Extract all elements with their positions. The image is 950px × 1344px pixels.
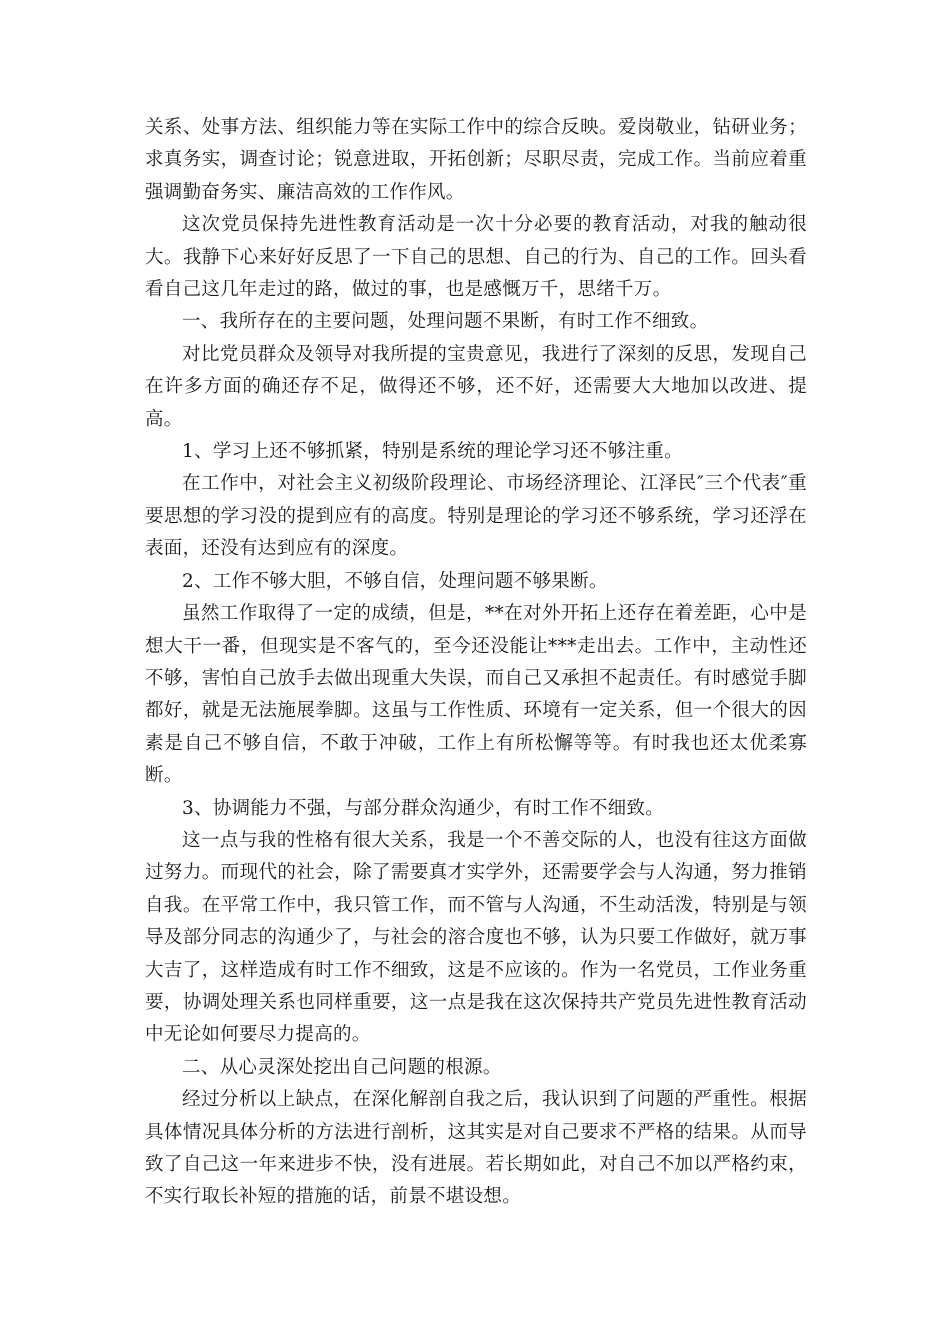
- document-body: [145, 112, 807, 1214]
- paragraph: 经过分析以上缺点，在深化解剖自我之后，我认识到了问题的严重性。根据具体情况具体分析的方法进行剖析，这其实是对自己要求不严格的结果。从而导致了自己这一年来进步不快，没有进展。若长期如此，对自己不加以严格约束，不实行取长补短的措施的话，前景不堪设想。: [145, 1089, 807, 1208]
- paragraph: 对比党员群众及领导对我所提的宝贵意见，我进行了深刻的反思，发现自己在许多方面的确还存不足，做得还不够，还不好，还需要大大地加以改进、提高。: [145, 343, 807, 430]
- paragraph: 这一点与我的性格有很大关系，我是一个不善交际的人，也没有往这方面做过努力。而现代的社会，除了需要真才实学外，还需要学会与人沟通，努力推销自我。在平常工作中，我只管工作，而不管与人沟通，不生动活泼，特别是与领导及部分同志的沟通少了，与社会的溶合度也不够，认为只要工作做好，就万事大吉了，这样造成有时工作不细致，这是不应该的。作为一名党员，工作业务重要，协调处理关系也同样重要，这一点是我在这次保持共产党员先进性教育活动中无论如何要尽力提高的。: [145, 829, 807, 1046]
- section-heading: 二、从心灵深处挖出自己问题的根源。: [182, 1056, 502, 1078]
- paragraph: 关系、处事方法、组织能力等在实际工作中的综合反映。爱岗敬业，钻研业务；求真务实，调查讨论；锐意进取，开拓创新；尽职尽责，完成工作。当前应着重强调勤奋务实、廉洁高效的工作作风。: [145, 117, 807, 203]
- section-heading: 一、我所存在的主要问题，处理问题不果断，有时工作不细致。: [182, 311, 709, 333]
- subsection-heading: 1、学习上还不够抓紧，特别是系统的理论学习还不够注重。: [182, 441, 683, 463]
- paragraph: 这次党员保持先进性教育活动是一次十分必要的教育活动，对我的触动很大。我静下心来好好反思了一下自己的思想、自己的行为、自己的工作。回头看看自己这几年走过的路，做过的事，也是感慨万千，思绪千万。: [145, 214, 807, 301]
- subsection-heading: 2、工作不够大胆，不够自信，处理问题不够果断。: [182, 570, 608, 592]
- paragraph: 在工作中，对社会主义初级阶段理论、市场经济理论、江泽民″三个代表″重要思想的学习没的提到应有的高度。特别是理论的学习还不够系统，学习还浮在表面，还没有达到应有的深度。: [145, 473, 807, 560]
- subsection-heading: 3、协调能力不强，与部分群众沟通少，有时工作不细致。: [182, 797, 665, 819]
- paragraph: 虽然工作取得了一定的成绩，但是，**在对外开拓上还存在着差距，心中是想大干一番，但现实是不客气的，至今还没能让***走出去。工作中，主动性还不够，害怕自己放手去做出现重大失误，而自己又承担不起责任。有时感觉手脚都好，就是无法施展拳脚。这虽与工作性质、环境有一定关系，但一个很大的因素是自己不够自信，不敢于冲破，工作上有所松懈等等。有时我也还太优柔寡断。: [145, 603, 807, 787]
